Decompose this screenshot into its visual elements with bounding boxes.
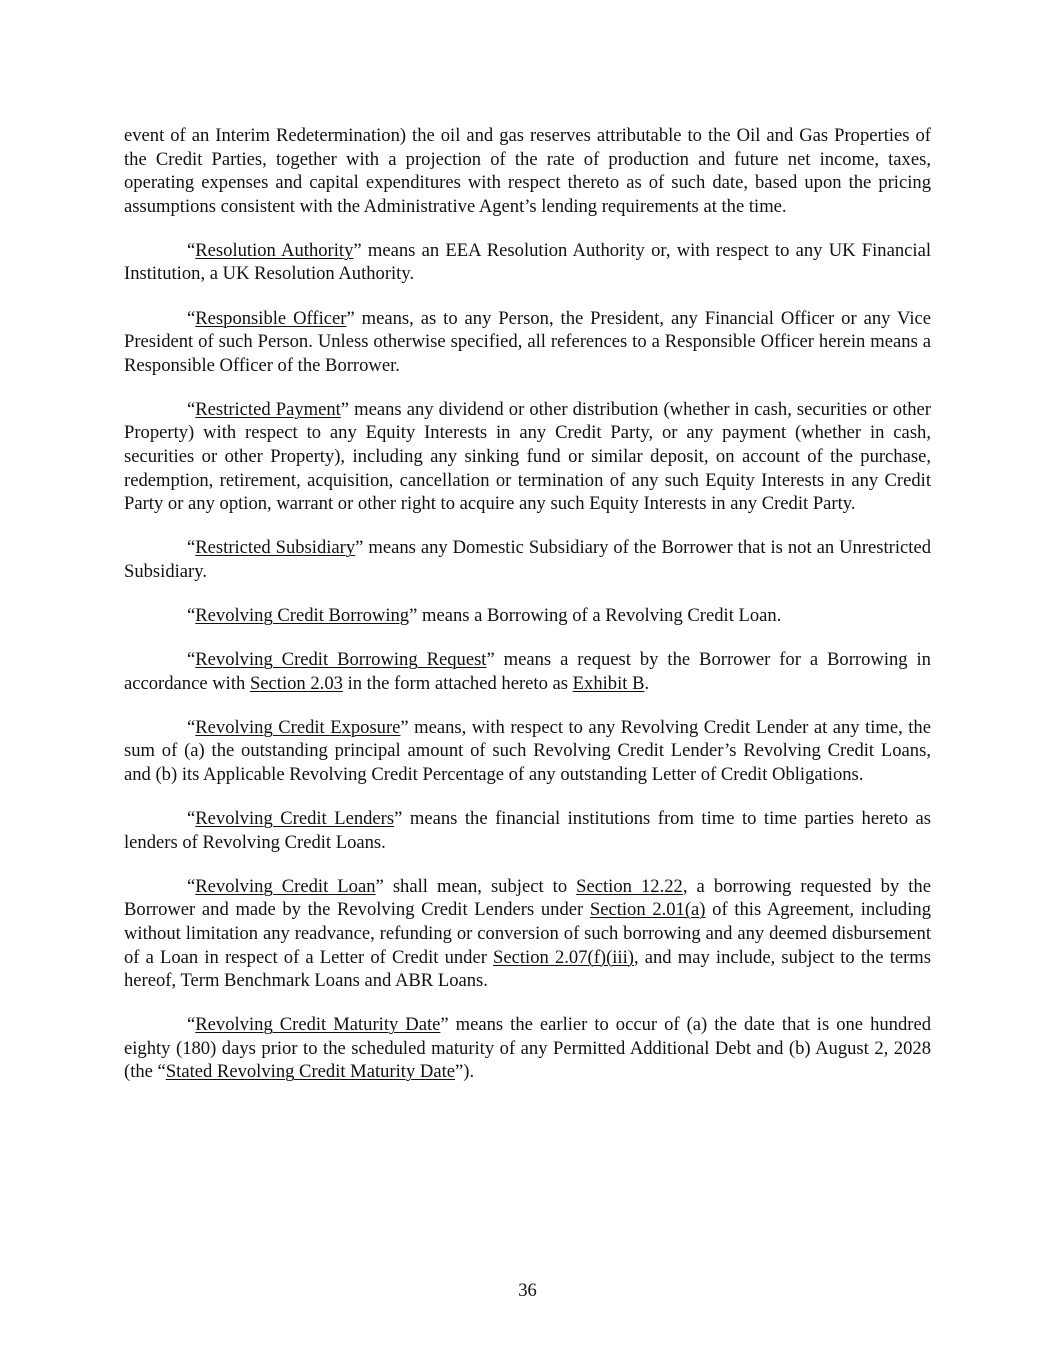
exhibit-reference: Exhibit B xyxy=(572,672,645,694)
text-segment: in the form attached hereto as xyxy=(342,672,573,694)
text-segment: , a borrowing requested by the Borrower and made by the Revolving Credit Lenders under xyxy=(124,875,931,921)
defined-term: Restricted Payment xyxy=(195,398,341,420)
defined-term: Resolution Authority xyxy=(195,239,354,261)
definition-revolving-credit-maturity-date xyxy=(124,1013,931,1084)
text-segment: ” means a request by the Borrower for a Borrowing in accordance with xyxy=(124,649,931,694)
definition-revolving-credit-borrowing-request xyxy=(124,648,931,695)
definition-revolving-credit-lenders xyxy=(124,807,931,854)
text-segment: ” means, as to any Person, the President, any Financial Officer or any Vice President of such Person. Unless otherwise specified, all references to a Responsible Officer herein means a Responsible Officer of the Borrower. xyxy=(124,307,931,376)
document-body xyxy=(124,124,931,1105)
defined-term: Revolving Credit Exposure xyxy=(195,716,401,738)
text-segment: ” means an EEA Resolution Authority or, with respect to any UK Financial Institution, a UK Resolution Authority. xyxy=(124,239,931,285)
text-segment: ” means the earlier to occur of (a) the date that is one hundred eighty (180) days prior to the scheduled maturity of any Permitted Additional Debt and (b) August 2, 2028 (the “ xyxy=(124,1014,931,1083)
text-segment: “ xyxy=(187,649,196,671)
page-number: 36 xyxy=(518,1280,537,1301)
defined-term: Stated Revolving Credit Maturity Date xyxy=(165,1061,455,1083)
defined-term: Revolving Credit Loan xyxy=(195,875,376,897)
definition-revolving-credit-borrowing xyxy=(124,604,931,628)
section-reference: Section 2.07(f)(iii) xyxy=(493,946,634,968)
definition-restricted-payment xyxy=(124,398,931,516)
definition-revolving-credit-exposure xyxy=(124,716,931,787)
text-segment: , and may include, subject to the terms hereof, Term Benchmark Loans and ABR Loans. xyxy=(124,946,932,992)
defined-term: Revolving Credit Borrowing xyxy=(195,605,410,626)
text-segment: of this Agreement, including without limitation any readvance, refunding or conversion of such borrowing and any deemed disbursement of a Loan in respect of a Letter of Credit under xyxy=(124,899,931,968)
text-segment: “ xyxy=(187,875,196,897)
text-segment: ” means the financial institutions from time to time parties hereto as lenders of Revolving Credit Loans. xyxy=(124,808,931,853)
defined-term: Revolving Credit Borrowing Request xyxy=(195,649,487,671)
text-segment: ” means any dividend or other distribution (whether in cash, securities or other Property) with respect to any Equity Interests in any Credit Party, or any payment (whether in cash, securities or other Property), including any sinking fund or similar deposit, on account of the purchase, redemption, retirement, acquisition, cancellation or termination of any such Equity Interests in any Credit Party or any option, warrant or other right to acquire any such Equity Interests in any Credit Party. xyxy=(124,398,931,515)
definition-resolution-authority xyxy=(124,239,931,286)
section-reference: Section 12.22 xyxy=(576,875,683,897)
text-segment: “ xyxy=(187,537,196,559)
section-reference: Section 2.03 xyxy=(249,672,343,694)
text-segment: “ xyxy=(187,1014,196,1036)
text-segment: . xyxy=(644,672,650,694)
text-segment: “ xyxy=(187,808,196,830)
text-segment: event of an Interim Redetermination) the oil and gas reserves attributable to the Oil and Gas Properties of the Credit Parties, together with a projection of the rate of production and future net income, taxes, operating expenses and capital expenditures with respect thereto as of such date, based upon the pricing assumptions consistent with the Administrative Agent’s lending requirements at the time. xyxy=(124,125,931,217)
section-reference: Section 2.01(a) xyxy=(589,899,706,921)
text-segment: “ xyxy=(187,605,196,626)
text-segment: ” means a Borrowing of a Revolving Credit Loan. xyxy=(409,605,782,626)
text-segment: ” shall mean, subject to xyxy=(375,875,577,897)
definition-revolving-credit-loan xyxy=(124,875,931,993)
text-segment: ”). xyxy=(455,1061,475,1083)
paragraph-continuation xyxy=(124,124,931,218)
text-segment: ” means any Domestic Subsidiary of the Borrower that is not an Unrestricted Subsidiary. xyxy=(124,537,931,582)
defined-term: Revolving Credit Lenders xyxy=(195,808,395,830)
text-segment: “ xyxy=(187,398,196,420)
text-segment: “ xyxy=(187,716,196,738)
text-segment: “ xyxy=(187,307,196,329)
defined-term: Responsible Officer xyxy=(195,307,347,329)
defined-term: Revolving Credit Maturity Date xyxy=(195,1014,441,1036)
defined-term: Restricted Subsidiary xyxy=(195,537,356,559)
definition-responsible-officer xyxy=(124,307,931,378)
text-segment: ” means, with respect to any Revolving Credit Lender at any time, the sum of (a) the outstanding principal amount of such Revolving Credit Lender’s Revolving Credit Loans, and (b) its Applicable Revolving Credit Percentage of any outstanding Letter of Credit Obligations. xyxy=(124,716,931,785)
text-segment: “ xyxy=(187,239,196,261)
definition-restricted-subsidiary xyxy=(124,536,931,583)
